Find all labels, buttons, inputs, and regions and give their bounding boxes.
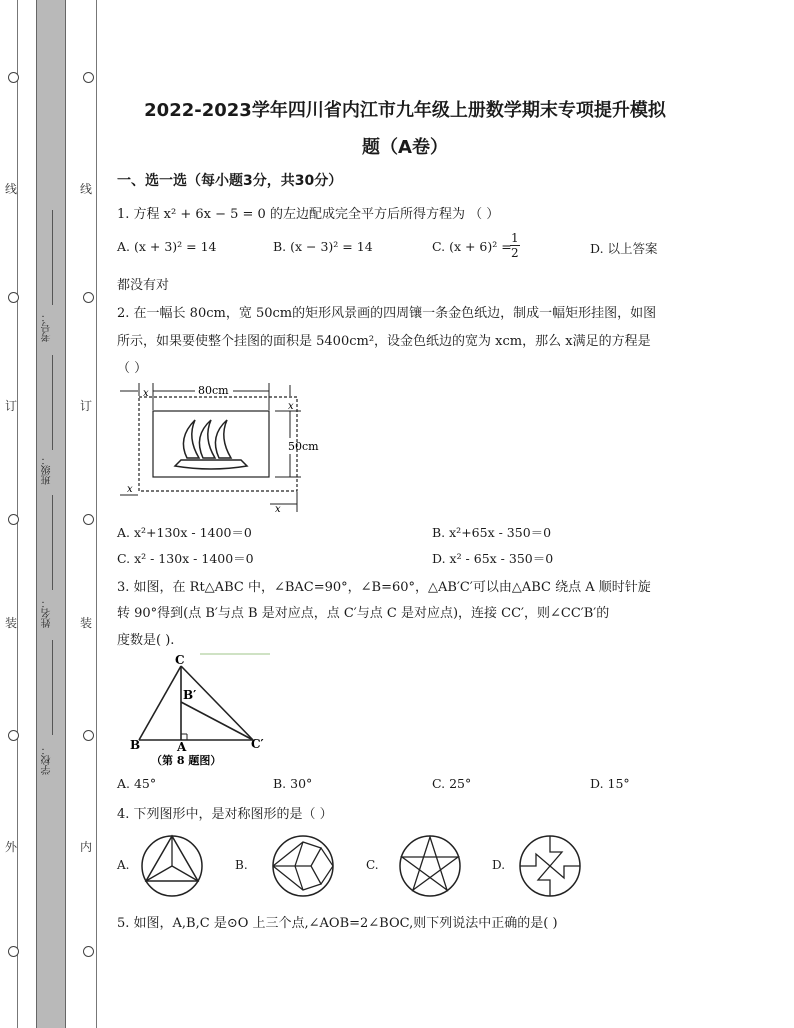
q1-option-b: B. (x − 3)² = 14 — [273, 239, 373, 254]
margin-char-right-xian: 线 — [80, 182, 93, 196]
binding-hole — [8, 292, 19, 303]
q3-stem-line3: 度数是( ). — [117, 633, 175, 648]
field-school: 学校： — [42, 745, 53, 775]
q3-stem-line2: 转 90°得到(点 B′与点 B 是对应点，点 C′与点 C 是对应点)，连接 CC′，则∠CC′B′的 — [117, 606, 610, 621]
q3-option-d: D. 15° — [590, 776, 630, 791]
binding-band — [36, 0, 66, 1028]
q2-fig-x-label: x — [127, 484, 133, 495]
q2-stem-line2: 所示，如果要使整个挂图的面积是 5400cm²，设金色纸边的宽为 xcm，那么 x满足的方程是 — [117, 334, 651, 349]
margin-char-left-xian: 线 — [5, 182, 18, 196]
field-class-line — [52, 355, 53, 450]
q4-option-d-label: D. — [492, 858, 506, 872]
q5-stem: 5. 如图，A,B,C 是⊙O 上三个点,∠AOB=2∠BOC,则下列说法中正确的是( ) — [117, 916, 558, 931]
q2-fig-width-label: 80cm — [198, 384, 229, 397]
binding-hole — [8, 72, 19, 83]
q1-stem: 1. 方程 x² + 6x − 5 = 0 的左边配成完全平方后所得方程为 （ ） — [117, 207, 500, 222]
q4-figure-d — [518, 834, 582, 898]
margin-outer-line — [17, 0, 18, 1028]
margin-inner-line — [96, 0, 97, 1028]
q4-stem: 4. 下列图形中，是对称图形的是（ ） — [117, 807, 333, 822]
q4-figure-b — [271, 834, 335, 898]
q2-option-a: A. x²+130x - 1400＝0 — [117, 525, 252, 540]
field-name-line — [52, 495, 53, 590]
binding-hole — [8, 946, 19, 957]
field-exam-number: 考号： — [42, 312, 53, 342]
page-title-line2: 题（A卷） — [362, 137, 448, 158]
q1-option-d: D. 以上答案 — [590, 241, 658, 256]
q1-option-d-continued: 都没有对 — [117, 278, 170, 293]
field-name: 姓名： — [42, 598, 53, 628]
q4-figure-c — [398, 834, 462, 898]
q4-option-a-label: A. — [117, 858, 130, 872]
binding-hole — [83, 72, 94, 83]
q2-option-d: D. x² - 65x - 350＝0 — [432, 551, 554, 566]
q4-figure-a — [140, 834, 204, 898]
binding-hole — [83, 292, 94, 303]
field-exam-number-line — [52, 210, 53, 305]
page-title-line1: 2022-2023学年四川省内江市九年级上册数学期末专项提升模拟 — [144, 100, 666, 121]
q3-label-cprime: C′ — [251, 737, 264, 751]
binding-hole — [83, 730, 94, 741]
binding-hole — [8, 730, 19, 741]
binding-hole — [8, 514, 19, 525]
margin-char-left-ding: 订 — [5, 399, 18, 413]
q1-option-c-fraction — [510, 231, 520, 260]
fraction-denominator: 2 — [511, 246, 519, 260]
q3-label-c: C — [175, 653, 185, 667]
margin-char-right-zhuang: 装 — [80, 616, 93, 630]
margin-char-right-ding: 订 — [80, 399, 93, 413]
q3-label-bprime: B′ — [183, 688, 197, 702]
q2-fig-height-label: 50cm — [288, 440, 319, 453]
margin-char-left-wai: 外 — [5, 840, 18, 854]
field-school-line — [52, 640, 53, 735]
q3-stem-line1: 3. 如图，在 Rt△ABC 中，∠BAC=90°，∠B=60°，△AB′C′可以由△ABC 绕点 A 顺时针旋 — [117, 580, 651, 595]
q3-option-c: C. 25° — [432, 776, 472, 791]
q1-option-a: A. (x + 3)² = 14 — [117, 239, 217, 254]
q3-triangle-figure — [125, 652, 275, 770]
q1-option-c: C. (x + 6)² = — [432, 239, 512, 254]
q3-option-b: B. 30° — [273, 776, 313, 791]
margin-char-right-nei: 内 — [80, 840, 93, 854]
q4-option-c-label: C. — [366, 858, 379, 872]
q2-stem-line1: 2. 在一幅长 80cm，宽 50cm的矩形风景画的四周镶一条金色纸边，制成一幅矩形挂图，如图 — [117, 306, 657, 321]
fraction-numerator: 1 — [511, 231, 519, 245]
q2-fig-x-label: x — [288, 401, 294, 412]
q3-label-a: A — [177, 740, 187, 754]
q2-option-c: C. x² - 130x - 1400＝0 — [117, 551, 254, 566]
q4-option-b-label: B. — [235, 858, 248, 872]
q2-fig-x-label: x — [143, 388, 149, 399]
q2-fig-x-label: x — [275, 504, 281, 515]
q2-stem-line3: （ ） — [117, 361, 148, 376]
binding-hole — [83, 514, 94, 525]
binding-hole — [83, 946, 94, 957]
field-class: 班级： — [42, 455, 53, 485]
margin-char-left-zhuang: 装 — [5, 616, 18, 630]
q3-label-b: B — [130, 738, 141, 752]
q3-option-a: A. 45° — [117, 776, 157, 791]
q3-figure-caption: （第 8 题图） — [151, 754, 222, 767]
section-heading: 一、选一选（每小题3分，共30分） — [117, 173, 343, 189]
q2-frame-figure — [115, 380, 330, 515]
q2-option-b: B. x²+65x - 350＝0 — [432, 525, 552, 540]
